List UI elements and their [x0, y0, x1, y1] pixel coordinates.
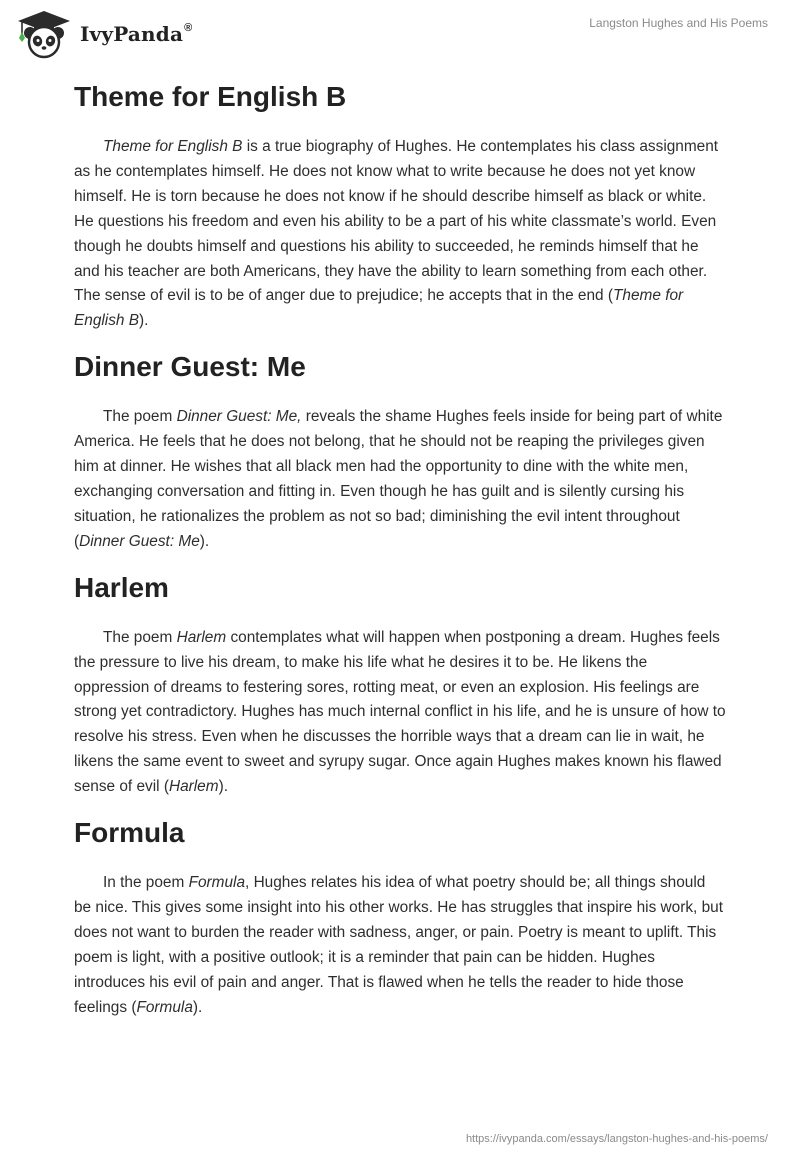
essay-content: [74, 70, 726, 1031]
section-heading: Dinner Guest: Me: [74, 351, 306, 383]
section-paragraph: [74, 871, 726, 1020]
section-heading: Formula: [74, 817, 185, 849]
italic-title-text: Dinner Guest: Me: [79, 532, 200, 550]
brand-logo[interactable]: [14, 8, 192, 60]
source-url[interactable]: https://ivypanda.com/essays/langston-hughes-and-his-poems/: [465, 1133, 768, 1145]
section-dinner-guest-me: [74, 345, 726, 554]
paragraph-text: , Hughes relates his idea of what poetry should be; all things should be nice. This gives some insight into his other works. He has struggles that inspire his work, but does not want to burden the reader with sadness, anger, or pain. Poetry is meant to uplift. This poem is light, with a positive outlook; it is a reminder that pain can be hidden. Hughes introduces his evil of pain and anger. That is flawed when he tells the reader to hide those feelings (: [74, 874, 723, 1016]
italic-title-text: Formula: [136, 998, 193, 1016]
panda-logo-icon: [14, 8, 74, 60]
italic-title-text: Harlem: [176, 628, 227, 646]
paragraph-text: contemplates what will happen when postponing a dream. Hughes feels the pressure to live his dream, to make his life what he desires it to be. He likens the oppression of dreams to festering sores, rotting meat, or even an explosion. His feelings are strong yet contradictory. Hughes has much internal conflict in his life, and he is unsure of how to resolve his stress. Even when he discusses the horrible ways that a dream can lie in wait, he likens the same event to sweet and syrupy sugar. Once again Hughes makes known his flawed sense of evil (: [74, 628, 726, 796]
paragraph-text: is a true biography of Hughes. He contemplates his class assignment as he contemplates himself. He does not know what to write because he does not yet know himself. He is torn because he does not know if he should describe himself as black or white. He questions his freedom and even his ability to be a part of his white classmate’s world. Even though he doubts himself and questions his ability to succeeded, he reminds himself that he and his teacher are both Americans, they have the ability to learn something from each other. The sense of evil is to be of anger due to prejudice; he accepts that in the end (: [74, 138, 719, 305]
italic-title-text: Harlem: [168, 778, 219, 796]
paragraph-text: ).: [192, 998, 203, 1016]
section-formula: [74, 811, 726, 1020]
paragraph-text: In the poem: [103, 874, 189, 892]
section-theme-for-english-b: [74, 75, 726, 334]
paragraph-text: ).: [218, 778, 228, 796]
section-paragraph: [74, 626, 726, 800]
section-heading: Harlem: [74, 571, 169, 603]
section-paragraph: [74, 135, 726, 334]
page-header: [0, 0, 800, 70]
paragraph-text: ).: [139, 312, 149, 330]
paragraph-text: The poem: [103, 408, 177, 426]
paragraph-text: ).: [199, 532, 210, 550]
paragraph-text: reveals the shame Hughes feels inside for being part of white America. He feels that he does not belong, that he should not be reaping the privileges given him at dinner. He wishes that all black men had the opportunity to dine with the white men, exchanging conversation and fitting in. Even though he has guilt and is silently cursing his situation, he rationalizes the problem as not so bad; diminishing the evil intent throughout (: [74, 408, 723, 550]
italic-title-text: Dinner Guest: Me,: [176, 408, 302, 426]
italic-title-text: Formula: [188, 874, 246, 892]
section-harlem: [74, 566, 726, 800]
section-paragraph: [74, 405, 726, 554]
italic-title-text: Theme for English B: [103, 138, 243, 155]
brand-name: IvyPanda®: [80, 22, 193, 46]
section-heading: Theme for English B: [74, 81, 347, 112]
italic-title-text: Theme for English B: [74, 287, 684, 330]
paragraph-text: The poem: [103, 628, 177, 646]
document-title: Langston Hughes and His Poems: [589, 16, 768, 30]
